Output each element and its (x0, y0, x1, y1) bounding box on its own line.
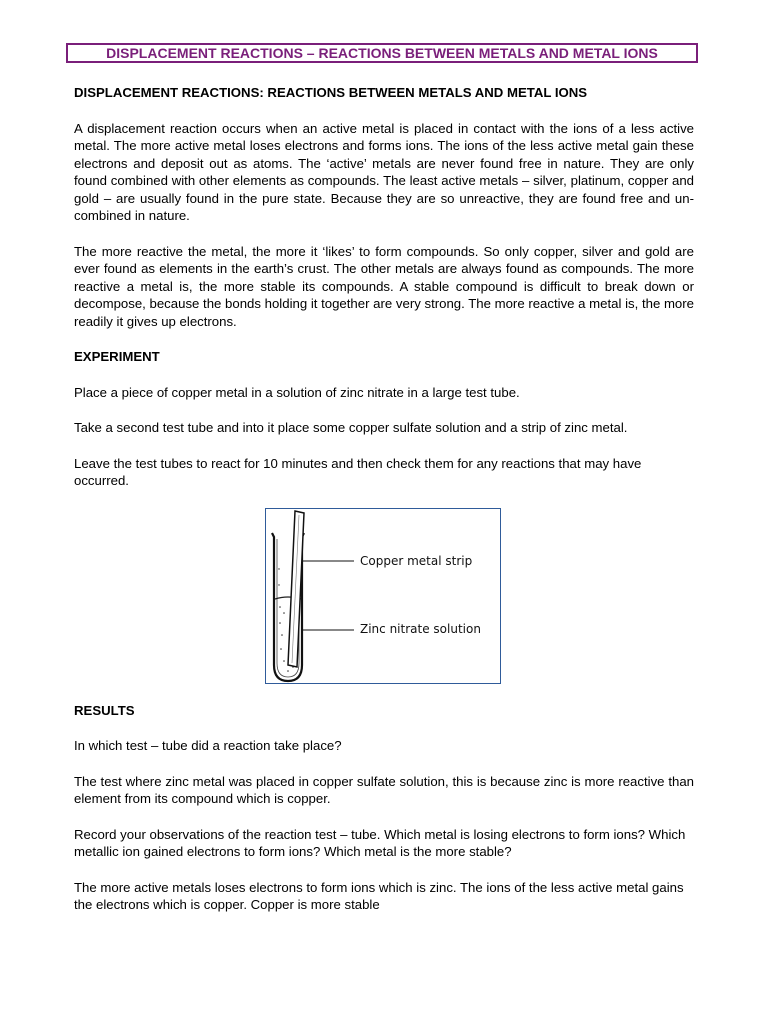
results-answer-2: The more active metals loses electrons to form ions which is zinc. The ions of the less active metal gains the electrons which is copper. Copper is more stable (74, 879, 684, 912)
results-question-2: Record your observations of the reaction test – tube. Which metal is losing electrons to form ions? Which metallic ion gained electrons to form ions? Which metal is the more stable? (74, 826, 686, 859)
test-tube-figure (265, 508, 501, 684)
experiment-heading: EXPERIMENT (74, 349, 160, 364)
zinc-nitrate-label: Zinc nitrate solution (360, 621, 481, 636)
intro-paragraph-2: The more reactive the metal, the more it ‘likes’ to form compounds. So only copper, silver and gold are ever found as elements in the earth’s crust. The other metals are always found as compounds. The more reactive a metal is, the more stable its compounds. A stable compound is difficult to break down or decompose, because the bonds holding it together are very strong. The more reactive a metal is, the more readily it gives up electrons. (74, 243, 694, 329)
experiment-step-3: Leave the test tubes to react for 10 minutes and then check them for any reactions that may have occurred. (74, 455, 642, 488)
intro-paragraph-1: A displacement reaction occurs when an active metal is placed in contact with the ions of a less active metal. The more active metal loses electrons and forms ions. The ions of the less active metal gain these electrons and deposit out as atoms. The ‘active’ metals are never found free in nature. They are only found combined with other elements as compounds. The least active metals – silver, platinum, copper and gold – are usually found in the pure state. Because they are so unreactive, they are found free and un-combined in nature. (74, 120, 694, 223)
results-answer-1: The test where zinc metal was placed in copper sulfate solution, this is because zinc is more reactive than element from its compound which is copper. (74, 773, 694, 806)
results-heading: RESULTS (74, 702, 135, 718)
document-body (74, 84, 694, 932)
title-banner (66, 43, 698, 63)
intro-heading: DISPLACEMENT REACTIONS: REACTIONS BETWEEN METALS AND METAL IONS (74, 85, 588, 100)
experiment-step-1: Place a piece of copper metal in a solution of zinc nitrate in a large test tube. (74, 384, 520, 400)
results-question-1: In which test – tube did a reaction take place? (74, 738, 342, 753)
test-tube-illustration (266, 509, 500, 683)
copper-strip-label: Copper metal strip (360, 553, 473, 568)
experiment-step-2: Take a second test tube and into it place some copper sulfate solution and a strip of zinc metal. (74, 420, 628, 435)
banner-title: DISPLACEMENT REACTIONS – REACTIONS BETWEEN METALS AND METAL IONS (106, 45, 658, 61)
